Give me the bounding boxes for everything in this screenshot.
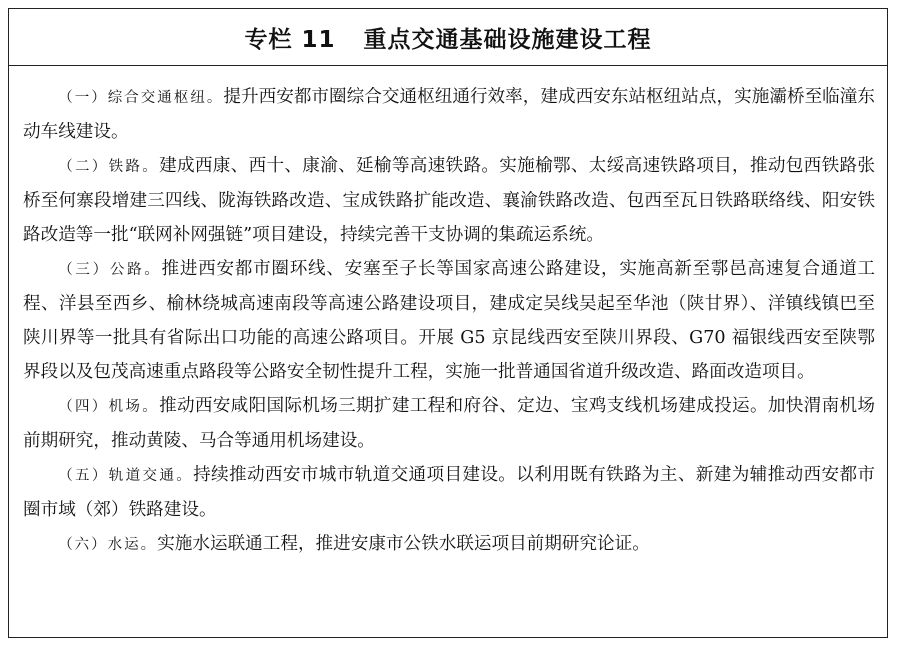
paragraph-text: 实施水运联通工程，推进安康市公铁水联运项目前期研究论证。 [157, 534, 650, 554]
paragraph-text: 持续推动西安市城市轨道交通项目建设。以利用既有铁路为主、新建为辅推动西安都市圈市域（郊）铁路建设。 [23, 465, 875, 520]
paragraph-heading: （三）公路。 [58, 262, 162, 278]
paragraph-text: 推动西安咸阳国际机场三期扩建工程和府谷、定边、宝鸡支线机场建成投运。加快渭南机场前期研究，推动黄陵、马合等通用机场建设。 [23, 396, 875, 451]
paragraph-waterway [23, 527, 875, 562]
paragraph-heading: （五）轨道交通。 [58, 468, 194, 484]
paragraph-heading: （二）铁路。 [58, 159, 160, 175]
paragraph-text: 推进西安都市圈环线、安塞至子长等国家高速公路建设，实施高新至鄠邑高速复合通道工程、洋县至西乡、榆林绕城高速南段等高速公路建设项目，建成定吴线吴起至华池（陕甘界）、洋镇线镇巴至陕川界等一批具有省际出口功能的高速公路项目。开展 G5 京昆线西安至陕川界段、G70 福银线西安至陕鄂界段以及包茂高速重点路段等公路安全韧性提升工程，实施一批普通国省道升级改造、路面改造项目。 [23, 259, 876, 382]
paragraph-railway [23, 149, 875, 252]
paragraph-airport [23, 389, 875, 458]
column-title [9, 9, 887, 66]
paragraph-rail-transit [23, 458, 875, 527]
paragraph-hub [23, 80, 875, 149]
paragraph-heading: （一）综合交通枢纽。 [58, 90, 224, 106]
column-content [9, 66, 887, 562]
paragraph-heading: （四）机场。 [58, 399, 160, 415]
column-box [8, 8, 888, 638]
column-heading: 重点交通基础设施建设工程 [363, 26, 652, 53]
column-number: 专栏 11 [244, 26, 336, 53]
paragraph-heading: （六）水运。 [58, 537, 158, 553]
paragraph-highway [23, 252, 875, 389]
paragraph-text: 建成西康、西十、康渝、延榆等高速铁路。实施榆鄂、太绥高速铁路项目，推动包西铁路张桥至何寨段增建三四线、陇海铁路改造、宝成铁路扩能改造、襄渝铁路改造、包西至瓦日铁路联络线、阳安铁路改造等一批“联网补网强链”项目建设，持续完善干支协调的集疏运系统。 [23, 156, 875, 245]
paragraph-text: 提升西安都市圈综合交通枢纽通行效率，建成西安东站枢纽站点，实施灞桥至临潼东动车线建设。 [23, 87, 875, 142]
